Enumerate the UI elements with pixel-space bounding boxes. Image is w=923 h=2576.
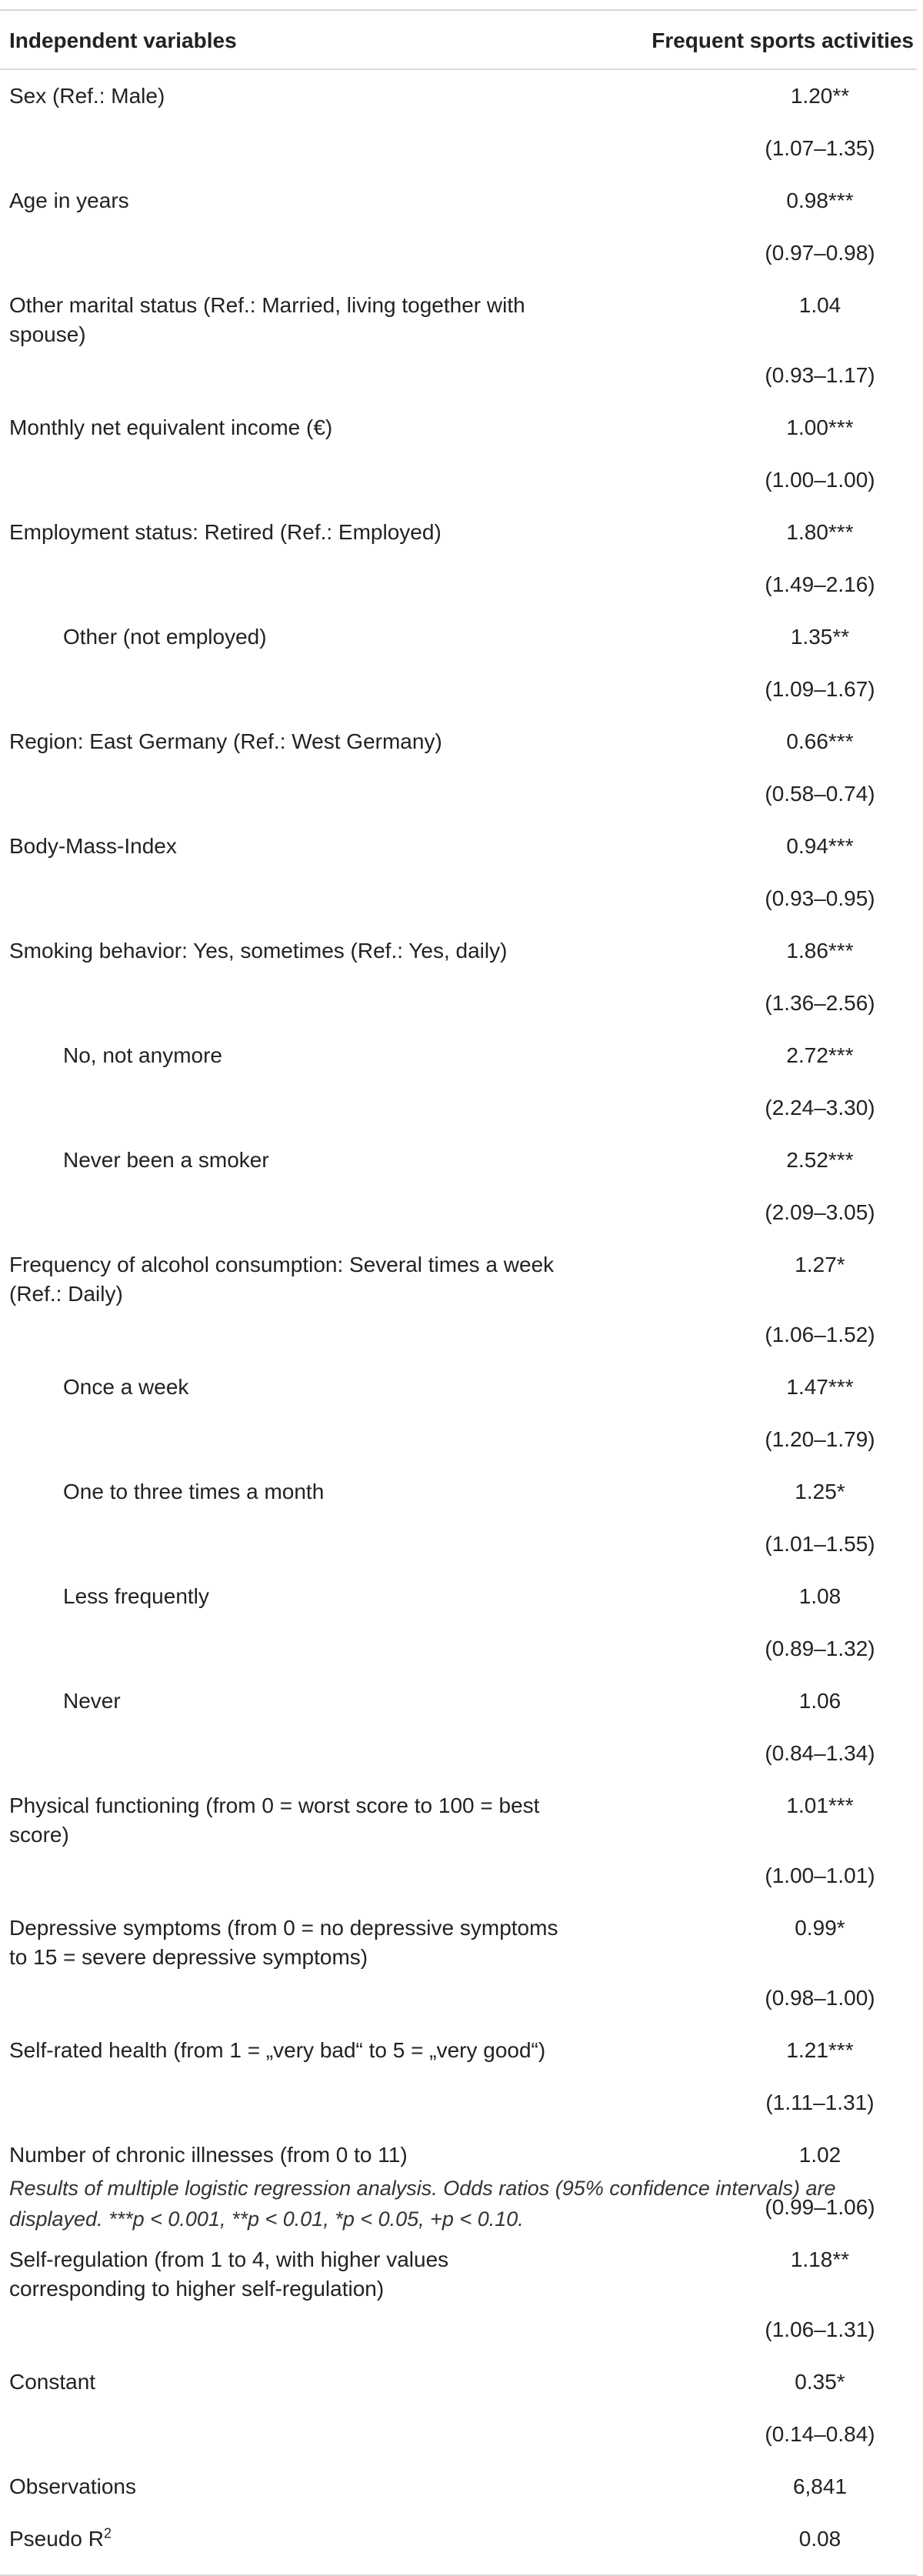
confidence-interval: (0.58–0.74) bbox=[765, 782, 875, 806]
variable-label: Self-regulation (from 1 to 4, with higher values corresponding to higher self-regulation) bbox=[9, 2247, 449, 2301]
variable-label: One to three times a month bbox=[63, 1480, 325, 1503]
table-row bbox=[0, 820, 917, 873]
ci-spacer bbox=[0, 1186, 608, 1239]
pseudo-r2-text: Pseudo R bbox=[9, 2527, 104, 2551]
confidence-interval: (1.00–1.01) bbox=[765, 1864, 875, 1887]
confidence-interval: (0.99–1.06) bbox=[765, 2195, 875, 2219]
table-row-ci bbox=[0, 2304, 917, 2356]
odds-ratio: 2.72*** bbox=[786, 1043, 854, 1067]
confidence-interval: (0.98–1.00) bbox=[765, 1986, 875, 2010]
odds-ratio: 1.01*** bbox=[786, 1794, 854, 1817]
table-row-ci bbox=[0, 1972, 917, 2024]
odds-ratio: 2.52*** bbox=[786, 1148, 854, 1172]
confidence-interval: (0.89–1.32) bbox=[765, 1637, 875, 1660]
confidence-interval: (1.49–2.16) bbox=[765, 572, 875, 596]
table-row bbox=[0, 175, 917, 227]
ci-spacer bbox=[0, 1082, 608, 1134]
confidence-interval: (1.06–1.52) bbox=[765, 1323, 875, 1346]
table-row bbox=[0, 1361, 917, 1413]
ci-spacer bbox=[0, 873, 608, 925]
table-row-ci bbox=[0, 873, 917, 925]
confidence-interval: (0.93–0.95) bbox=[765, 886, 875, 910]
table-row-ci bbox=[0, 1186, 917, 1239]
table-row bbox=[0, 279, 917, 349]
variable-label: Depressive symptoms (from 0 = no depressive symptoms to 15 = severe depressive symptoms) bbox=[9, 1916, 558, 1969]
ci-spacer bbox=[0, 1518, 608, 1570]
variable-label: Frequency of alcohol consumption: Several times a week (Ref.: Daily) bbox=[9, 1253, 555, 1306]
confidence-interval: (1.11–1.31) bbox=[765, 2090, 875, 2114]
ci-spacer bbox=[0, 349, 608, 402]
odds-ratio: 1.18** bbox=[790, 2247, 850, 2271]
ci-spacer bbox=[0, 2077, 608, 2129]
variable-label: Other marital status (Ref.: Married, living together with spouse) bbox=[9, 293, 525, 346]
ci-spacer bbox=[0, 977, 608, 1029]
ci-spacer bbox=[0, 768, 608, 820]
table-row-ci bbox=[0, 1727, 917, 1780]
table-row bbox=[0, 1029, 917, 1082]
ci-spacer bbox=[0, 559, 608, 611]
table-row-ci bbox=[0, 1623, 917, 1675]
odds-ratio: 1.80*** bbox=[786, 520, 854, 544]
ci-spacer bbox=[0, 454, 608, 506]
table-row-ci bbox=[0, 1850, 917, 1902]
confidence-interval: (1.20–1.79) bbox=[765, 1427, 875, 1451]
table-row-ci bbox=[0, 1413, 917, 1466]
confidence-interval: (0.14–0.84) bbox=[765, 2422, 875, 2446]
table-row-ci bbox=[0, 349, 917, 402]
ci-spacer bbox=[0, 227, 608, 279]
table-row bbox=[0, 1134, 917, 1186]
confidence-interval: (1.07–1.35) bbox=[765, 136, 875, 160]
table-row-ci bbox=[0, 559, 917, 611]
ci-spacer bbox=[0, 1727, 608, 1780]
variable-label: Self-rated health (from 1 = „very bad“ to 5 = „very good“) bbox=[9, 2038, 546, 2062]
ci-spacer bbox=[0, 1972, 608, 2024]
confidence-interval: (0.93–1.17) bbox=[765, 363, 875, 387]
variable-label: Sex (Ref.: Male) bbox=[9, 84, 165, 108]
table-row-observations bbox=[0, 2461, 917, 2513]
odds-ratio: 1.35** bbox=[790, 625, 850, 649]
table-row bbox=[0, 1239, 917, 1309]
ci-spacer bbox=[0, 663, 608, 716]
table-row bbox=[0, 2356, 917, 2408]
odds-ratio: 1.20** bbox=[790, 84, 850, 108]
variable-label: Once a week bbox=[63, 1375, 189, 1399]
ci-spacer bbox=[0, 1850, 608, 1902]
table-row-ci bbox=[0, 977, 917, 1029]
variable-label: Number of chronic illnesses (from 0 to 11) bbox=[9, 2143, 408, 2167]
confidence-interval: (1.36–2.56) bbox=[765, 991, 875, 1015]
pseudo-r2-value: 0.08 bbox=[798, 2527, 841, 2551]
variable-label: Smoking behavior: Yes, sometimes (Ref.: Yes, daily) bbox=[9, 939, 508, 963]
header-frequent-sports-activities: Frequent sports activities bbox=[608, 10, 917, 69]
table-row-ci bbox=[0, 663, 917, 716]
table-row bbox=[0, 2234, 917, 2304]
variable-label: Region: East Germany (Ref.: West Germany) bbox=[9, 729, 442, 753]
table-row bbox=[0, 1570, 917, 1623]
odds-ratio: 1.27* bbox=[795, 1253, 845, 1276]
confidence-interval: (1.06–1.31) bbox=[765, 2317, 875, 2341]
ci-spacer bbox=[0, 1623, 608, 1675]
table-row bbox=[0, 402, 917, 454]
confidence-interval: (0.97–0.98) bbox=[765, 241, 875, 265]
table-row bbox=[0, 716, 917, 768]
odds-ratio: 1.25* bbox=[795, 1480, 845, 1503]
variable-label: Less frequently bbox=[63, 1584, 209, 1608]
variable-label: Other (not employed) bbox=[63, 625, 267, 649]
variable-label: Never been a smoker bbox=[63, 1148, 269, 1172]
observations-label: Observations bbox=[9, 2474, 136, 2498]
confidence-interval: (1.00–1.00) bbox=[765, 468, 875, 492]
variable-label: No, not anymore bbox=[63, 1043, 222, 1067]
table-row-ci bbox=[0, 122, 917, 175]
confidence-interval: (2.09–3.05) bbox=[765, 1200, 875, 1224]
table-row-ci bbox=[0, 2077, 917, 2129]
odds-ratio: 0.94*** bbox=[786, 834, 854, 858]
odds-ratio: 0.66*** bbox=[786, 729, 854, 753]
header-row bbox=[0, 10, 917, 69]
table-row-ci bbox=[0, 768, 917, 820]
table-row-ci bbox=[0, 1082, 917, 1134]
variable-label: Body-Mass-Index bbox=[9, 834, 177, 858]
odds-ratio: 1.08 bbox=[798, 1584, 841, 1608]
ci-spacer bbox=[0, 1413, 608, 1466]
header-independent-variables: Independent variables bbox=[0, 10, 608, 69]
table-row-ci bbox=[0, 454, 917, 506]
odds-ratio: 1.86*** bbox=[786, 939, 854, 963]
confidence-interval: (1.09–1.67) bbox=[765, 677, 875, 701]
table-row-ci bbox=[0, 1518, 917, 1570]
table-row bbox=[0, 611, 917, 663]
confidence-interval: (2.24–3.30) bbox=[765, 1096, 875, 1119]
table-row bbox=[0, 925, 917, 977]
odds-ratio: 0.98*** bbox=[786, 189, 854, 212]
ci-spacer bbox=[0, 2408, 608, 2461]
confidence-interval: (0.84–1.34) bbox=[765, 1741, 875, 1765]
observations-value: 6,841 bbox=[792, 2474, 848, 2498]
variable-label: Constant bbox=[9, 2370, 96, 2394]
table-row bbox=[0, 506, 917, 559]
ci-spacer bbox=[0, 2304, 608, 2356]
odds-ratio: 1.21*** bbox=[786, 2038, 854, 2062]
table-header bbox=[0, 10, 917, 69]
odds-ratio: 1.02 bbox=[798, 2143, 841, 2167]
variable-label: Monthly net equivalent income (€) bbox=[9, 415, 333, 439]
table-row bbox=[0, 69, 917, 122]
variable-label: Physical functioning (from 0 = worst score to 100 = best score) bbox=[9, 1794, 540, 1847]
ci-spacer bbox=[0, 122, 608, 175]
pseudo-r2-superscript: 2 bbox=[103, 2525, 112, 2541]
pseudo-r2-label bbox=[0, 2513, 608, 2575]
confidence-interval: (1.01–1.55) bbox=[765, 1532, 875, 1556]
odds-ratio: 1.06 bbox=[798, 1689, 841, 1713]
table-row-ci bbox=[0, 1309, 917, 1361]
odds-ratio: 0.35* bbox=[795, 2370, 845, 2394]
table-row bbox=[0, 1466, 917, 1518]
table-row-ci bbox=[0, 227, 917, 279]
variable-label: Employment status: Retired (Ref.: Employed) bbox=[9, 520, 442, 544]
odds-ratio: 1.47*** bbox=[786, 1375, 854, 1399]
ci-spacer bbox=[0, 1309, 608, 1361]
variable-label: Age in years bbox=[9, 189, 129, 212]
table-row bbox=[0, 1780, 917, 1850]
table-row-ci bbox=[0, 2408, 917, 2461]
table-row bbox=[0, 1902, 917, 1972]
table-row-pseudo-r2 bbox=[0, 2513, 917, 2575]
odds-ratio: 1.00*** bbox=[786, 415, 854, 439]
table-footnote: Results of multiple logistic regression analysis. Odds ratios (95% confidence intervals) are displayed. ***p < 0.001, **p < 0.01, *p < 0.05, +p < 0.10. bbox=[9, 2177, 836, 2231]
odds-ratio: 1.04 bbox=[798, 293, 841, 317]
variable-label: Never bbox=[63, 1689, 121, 1713]
table-row bbox=[0, 1675, 917, 1727]
odds-ratio: 0.99* bbox=[795, 1916, 845, 1940]
table-row bbox=[0, 2024, 917, 2077]
